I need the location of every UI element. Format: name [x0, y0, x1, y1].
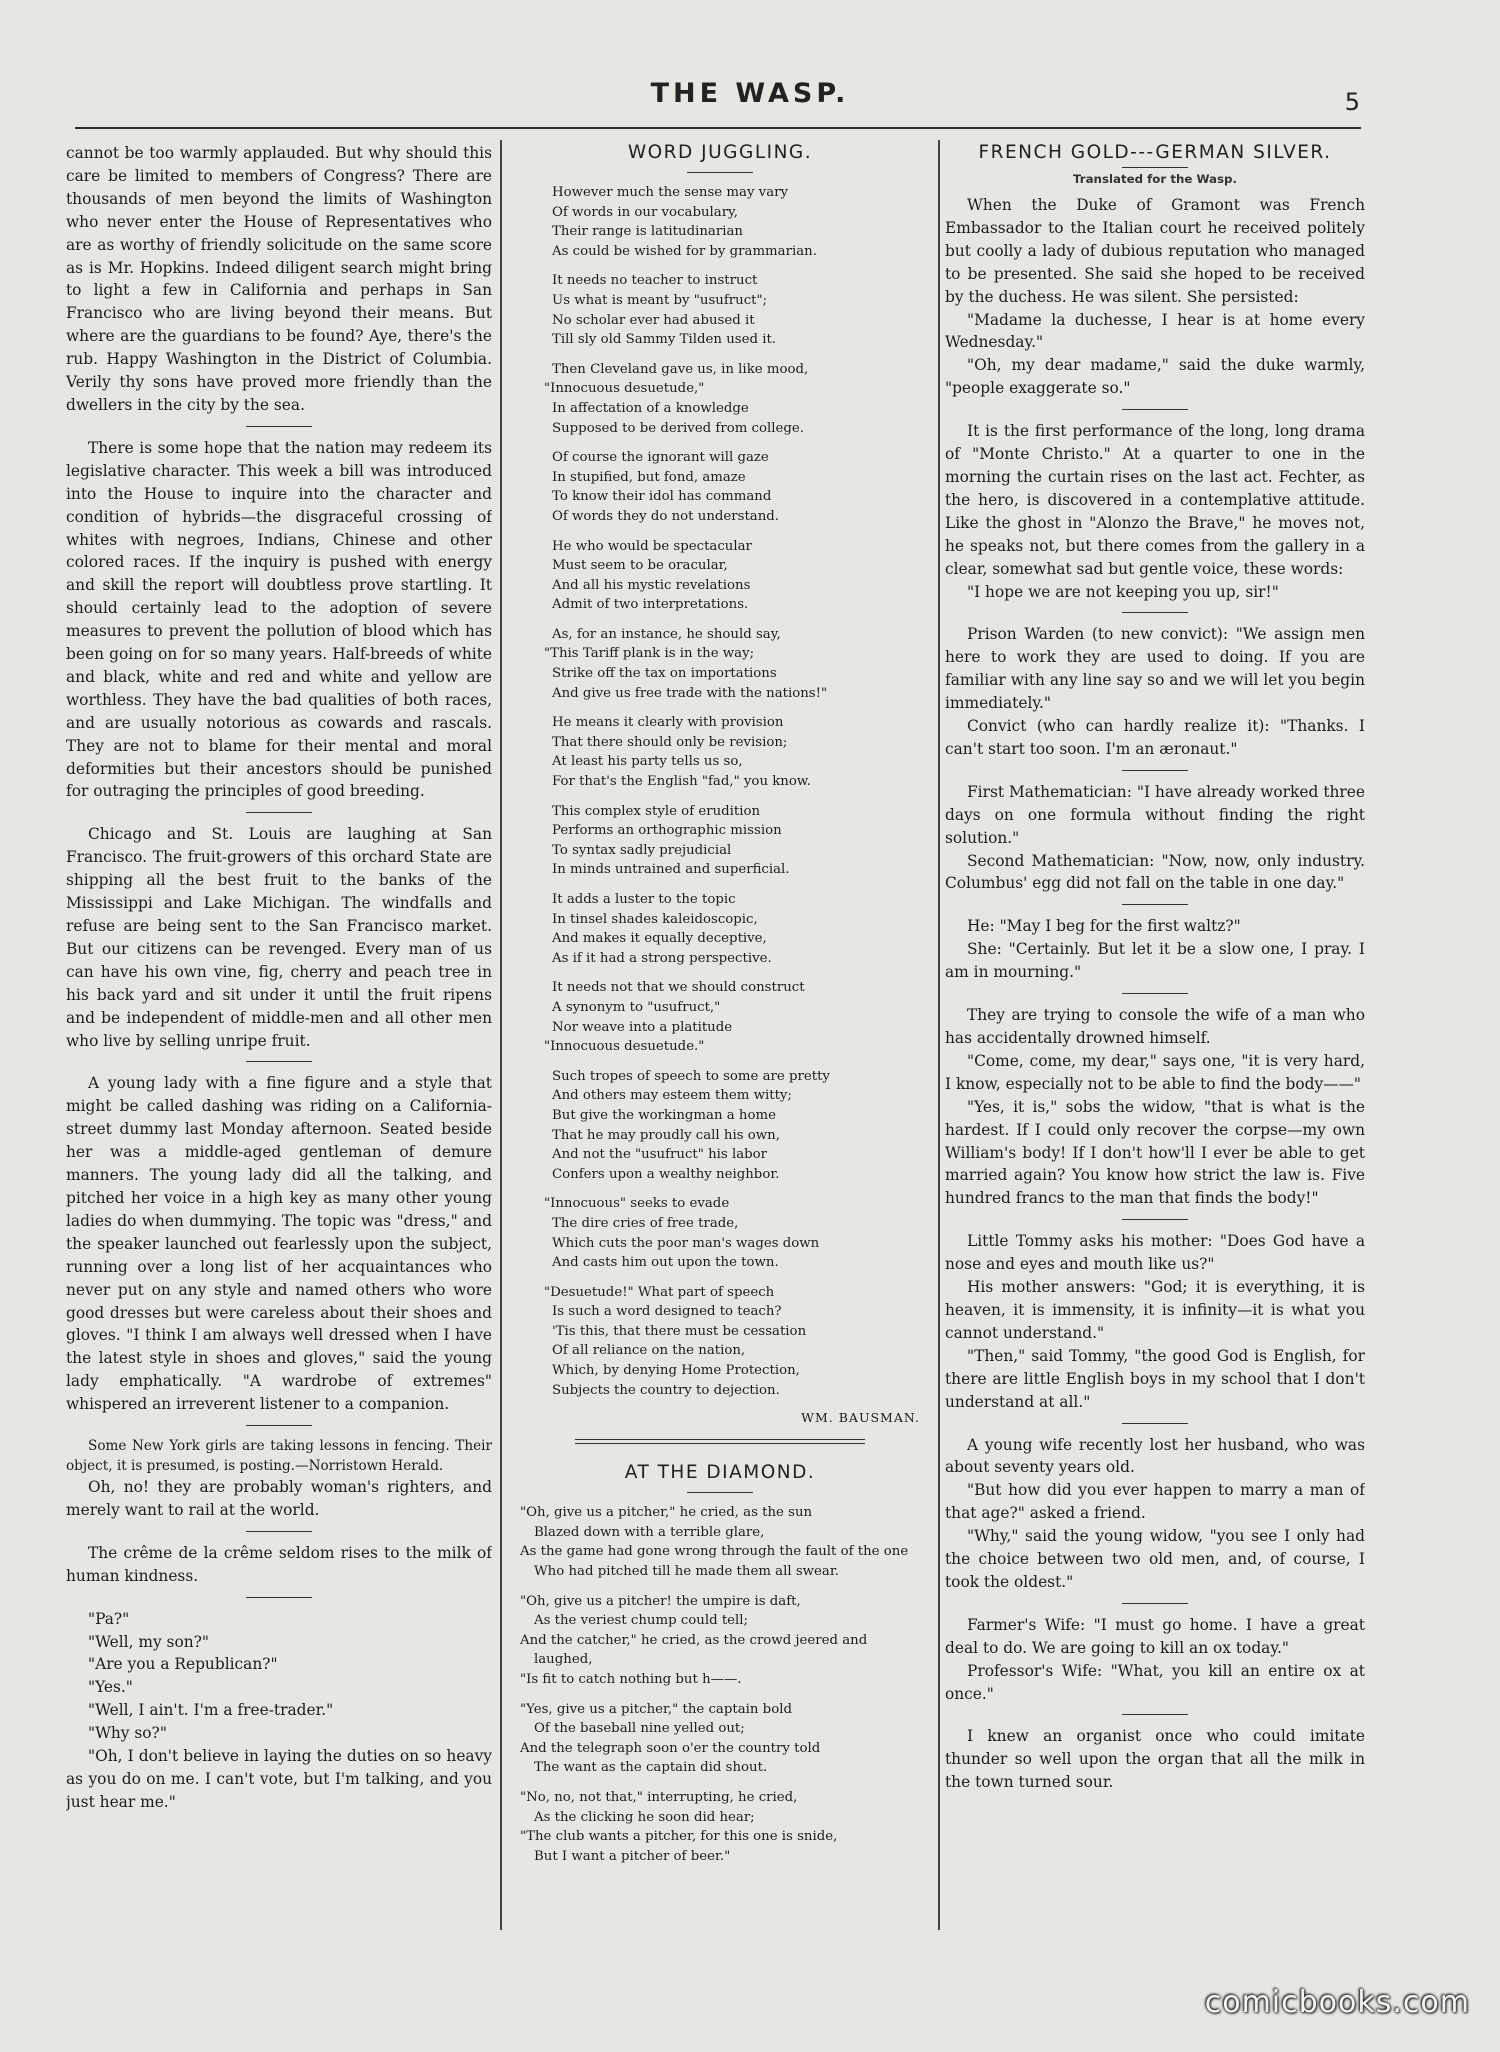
double-rule — [575, 1439, 865, 1444]
anecdote-paragraph: "Why," said the young widow, "you see I only had the choice between two old men, and, of course, I took the oldest." — [945, 1527, 1365, 1591]
poem-line: To know their idol has command — [552, 489, 772, 505]
anecdote-paragraph: "I hope we are not keeping you up, sir!" — [967, 582, 1279, 601]
header-rule — [75, 127, 1361, 129]
section-rule — [1122, 612, 1188, 613]
poem-line: "Innocuous desuetude." — [544, 1039, 705, 1055]
poem-line: Admit of two interpretations. — [552, 597, 749, 613]
poem-line: "No, no, not that," interrupting, he cried, — [520, 1789, 798, 1805]
anecdote-paragraph: "Then," said Tommy, "the good God is English, for there are little English boys in my school that I don't understand at all." — [945, 1346, 1365, 1411]
column-right — [945, 142, 1365, 1922]
poem-line: Strike off the tax on importations — [552, 666, 777, 682]
poem-line: The want as the captain did shout. — [534, 1760, 768, 1776]
anecdote-paragraph: Little Tommy asks his mother: "Does God have a nose and eyes and mouth like us?" — [945, 1232, 1365, 1274]
poem-line: It needs no teacher to instruct — [552, 273, 758, 289]
poem-line: "Desuetude!" What part of speech — [544, 1284, 775, 1300]
poem-line: "Innocuous desuetude," — [544, 381, 705, 397]
title-rule — [687, 172, 753, 173]
poem-line: Such tropes of speech to some are pretty — [552, 1068, 830, 1084]
poem-line: Till sly old Sammy Tilden used it. — [552, 332, 777, 348]
section-rule — [1122, 1603, 1188, 1604]
poem-stanza — [552, 271, 930, 349]
dialogue-line: "Pa?" — [88, 1609, 130, 1628]
poem-line: "Oh, give us a pitcher," he cried, as the sun — [520, 1505, 813, 1521]
poem-line: And makes it equally deceptive, — [552, 931, 767, 947]
poem-line: Then Cleveland gave us, in like mood, — [552, 361, 809, 377]
poem-line: Us what is meant by "usufruct"; — [552, 292, 768, 308]
poem-line: And others may esteem them witty; — [552, 1088, 792, 1104]
poem-line: And not the "usufruct" his labor — [552, 1147, 768, 1163]
section-rule — [246, 812, 312, 813]
poem-stanza — [552, 183, 930, 261]
poem-line: Subjects the country to dejection. — [552, 1382, 780, 1398]
section-rule — [246, 1531, 312, 1532]
poem-line: In minds untrained and superficial. — [552, 862, 790, 878]
anecdote-paragraph: "Yes, it is," sobs the widow, "that is what is the hardest. If I could only recover the corpse—my own William's body! If I don't how'll I ever be able to get married again? You know how strict the law is. Five hundred francs to the man that finds the body!" — [945, 1097, 1365, 1208]
column-divider-right — [938, 140, 940, 1930]
poem-at-the-diamond — [510, 1503, 930, 1866]
dialogue-line: "Why so?" — [88, 1724, 167, 1743]
poem-line: To syntax sadly prejudicial — [552, 842, 732, 858]
poem-line: As the veriest chump could tell; — [534, 1613, 749, 1629]
poem-line: "Oh, give us a pitcher! the umpire is daft, — [520, 1593, 801, 1609]
anecdote-paragraph: She: "Certainly. But let it be a slow one, I pray. I am in mourning." — [945, 940, 1365, 982]
poem-stanza — [544, 360, 930, 438]
anecdote-paragraph: "Oh, my dear madame," said the duke warmly, "people exaggerate so." — [945, 356, 1365, 398]
poem-line: No scholar ever had abused it — [552, 312, 755, 328]
article-paragraph: cannot be too warmly applauded. But why should this care be limited to members of Congress? There are thousands of men beyond the limits of Washington who never enter the House of Representatives who are as worthy of friendly solicitude on the same score as is Mr. Hopkins. Indeed diligent search might bring to light a few in California and perhaps in San Francisco who are living beyond their means. But where are the guardians to be found? Aye, there's the rub. Happy Washington in the District of Columbia. Verily thy sons have proved more friendly than the dwellers in the city by the sea. — [66, 144, 492, 414]
poem-line: In stupified, but fond, amaze — [552, 469, 746, 485]
article-title: FRENCH GOLD---GERMAN SILVER. — [978, 142, 1332, 163]
dialogue-line: "Well, I ain't. I'm a free-trader." — [88, 1701, 334, 1720]
poem-line: As the clicking he soon did hear; — [534, 1809, 755, 1825]
poem-line: As if it had a strong perspective. — [552, 950, 772, 966]
poem-line: Which, by denying Home Protection, — [552, 1363, 800, 1379]
poem-line: In affectation of a knowledge — [552, 400, 749, 416]
poem-line: And give us free trade with the nations!" — [552, 685, 828, 701]
poem-line: Of course the ignorant will gaze — [552, 450, 769, 466]
poem-stanza — [520, 1788, 930, 1866]
poem-word-juggling — [510, 183, 930, 1400]
poem-line: A synonym to "usufruct," — [552, 999, 721, 1015]
poem-line: And the telegraph soon o'er the country told — [520, 1740, 821, 1756]
anecdote-paragraph: Farmer's Wife: "I must go home. I have a great deal to do. We are going to kill an ox today." — [945, 1615, 1365, 1657]
section-rule — [1122, 409, 1188, 410]
poem-line: "This Tariff plank is in the way; — [544, 646, 755, 662]
dialogue-line: "Yes." — [88, 1678, 133, 1697]
poem-line: For that's the English "fad," you know. — [552, 774, 811, 790]
article-paragraph: Oh, no! they are probably woman's righters, and merely want to rail at the world. — [66, 1478, 492, 1519]
anecdote-paragraph: When the Duke of Gramont was French Embassador to the Italian court he received politely but coolly a lady of dubious reputation who managed to be presented. She said she hoped to be received by the duchess. He was silent. She persisted: — [945, 196, 1365, 306]
poem-stanza — [552, 448, 930, 526]
poem-line: But I want a pitcher of beer." — [534, 1848, 731, 1864]
poem-line: "Innocuous" seeks to evade — [544, 1196, 730, 1212]
poem-line: At least his party tells us so, — [552, 754, 743, 770]
article-paragraph: There is some hope that the nation may redeem its legislative character. This week a bill was introduced into the House to inquire into the character and condition of hybrids—the disgraceful crossing of whites with negroes, Indians, Chinese and other colored races. If the inquiry is pushed with energy and skill the report will doubtless prove startling. It should certainly lead to the adoption of severe measures to prevent the pollution of blood which has been going on for so many years. Half-breeds of white and black, white and red and white and yellow are worthless. They have the bad qualities of both races, and are usually notorious as cowards and rascals. They are not to blame for their mental and moral deformities but their ancestors should be punished for outraging the principles of good breeding. — [66, 438, 492, 801]
poem-stanza — [544, 1283, 930, 1401]
poem-line: Blazed down with a terrible glare, — [534, 1524, 765, 1540]
poem-line: Who had pitched till he made them all swear. — [534, 1564, 839, 1580]
article-paragraph: The crême de la crême seldom rises to the milk of human kindness. — [66, 1543, 492, 1585]
poem-stanza — [552, 713, 930, 791]
poem-line: And casts him out upon the town. — [552, 1255, 779, 1271]
poem-stanza — [552, 537, 930, 615]
poem-line: And all his mystic revelations — [552, 577, 751, 593]
poem-line: Of the baseball nine yelled out; — [534, 1721, 745, 1737]
anecdote-paragraph: I knew an organist once who could imitate thunder so well upon the organ that all the milk in the town turned sour. — [945, 1727, 1365, 1792]
poem-stanza — [552, 1067, 930, 1185]
poem-line: This complex style of erudition — [552, 803, 761, 819]
poem-line: "The club wants a pitcher, for this one is snide, — [520, 1829, 838, 1845]
poem-line: He who would be spectacular — [552, 538, 752, 554]
poem-line: As could be wished for by grammarian. — [552, 243, 817, 259]
anecdote-paragraph: He: "May I beg for the first waltz?" — [967, 917, 1241, 936]
poem-line: 'Tis this, that there must be cessation — [552, 1323, 807, 1339]
poem-line: Which cuts the poor man's wages down — [552, 1235, 820, 1251]
article-paragraph: Chicago and St. Louis are laughing at San Francisco. The fruit-growers of this orchard State are shipping all the best fruit to the banks of the Mississippi and Lake Michigan. The windfalls and refuse are being sent to the San Francisco market. But our citizens can be revenged. Every man of us can have his own vine, fig, cherry and peach tree in his back yard and sit under it until the fruit ripens and be independent of middle-men and all other men who live by selling unripe fruit. — [66, 825, 492, 1050]
dialogue-line: "Are you a Republican?" — [88, 1655, 278, 1674]
dialogue-line: "Well, my son?" — [88, 1632, 209, 1651]
poem-signature: WM. BAUSMAN. — [801, 1410, 920, 1426]
anecdote-paragraph: "Madame la duchesse, I hear is at home every Wednesday." — [945, 310, 1365, 352]
poem-line: That he may proudly call his own, — [552, 1127, 780, 1143]
anecdote-paragraph: Professor's Wife: "What, you kill an entire ox at once." — [945, 1661, 1365, 1703]
dialogue-line: "Oh, I don't believe in laying the duties on so heavy as you do on me. I can't vote, but I'm talking, and you just hear me." — [66, 1747, 492, 1811]
section-rule — [246, 426, 312, 427]
column-divider-left — [500, 140, 502, 1930]
page-number: 5 — [1344, 88, 1360, 116]
section-rule — [246, 1597, 312, 1598]
anecdote-paragraph: First Mathematician: "I have already worked three days on one formula without finding the right solution." — [945, 782, 1365, 847]
poem-line: But give the workingman a home — [552, 1107, 776, 1123]
poem-line: As, for an instance, he should say, — [552, 626, 781, 642]
article-subtitle: Translated for the Wasp. — [1073, 172, 1237, 186]
section-rule — [1122, 1423, 1188, 1424]
section-rule — [246, 1425, 312, 1426]
anecdote-list — [945, 194, 1365, 1794]
poem-line: laughed, — [534, 1652, 593, 1668]
poem-stanza — [544, 1194, 930, 1272]
anecdote-paragraph: His mother answers: "God; it is everything, it is heaven, it is immensity, it is infinity—it is what you cannot understand." — [945, 1278, 1365, 1342]
anecdote-paragraph: It is the first performance of the long, long drama of "Monte Christo." At a quarter to one in the morning the curtain rises on the last act. Fechter, as the hero, is discovered in a contemplative attitude. Like the ghost in "Alonzo the Brave," he moves not, he speaks not, but there comes from the gallery in a clear, somewhat sad but gentle voice, these words: — [945, 422, 1365, 578]
title-rule — [687, 1492, 753, 1493]
poem-stanza — [544, 978, 930, 1056]
poem-line: Of all reliance on the nation, — [552, 1343, 746, 1359]
section-rule — [1122, 1714, 1188, 1715]
column-left — [66, 142, 492, 1922]
poem-stanza — [520, 1503, 930, 1581]
poem-line: In tinsel shades kaleidoscopic, — [552, 911, 758, 927]
poem-line: "Is fit to catch nothing but h——. — [520, 1672, 742, 1687]
poem-line: Of words in our vocabulary, — [552, 204, 739, 220]
poem-line: And the catcher," he cried, as the crowd jeered and — [520, 1632, 868, 1648]
poem-stanza — [552, 802, 930, 880]
section-rule — [1122, 993, 1188, 994]
section-rule — [1122, 770, 1188, 771]
poem-line: Performs an orthographic mission — [552, 823, 782, 839]
anecdote-paragraph: "But how did you ever happen to marry a man of that age?" asked a friend. — [945, 1481, 1365, 1523]
anecdote-paragraph: Second Mathematician: "Now, now, only industry. Columbus' egg did not fall on the table in one day." — [945, 851, 1365, 893]
poem-line: Is such a word designed to teach? — [552, 1304, 782, 1320]
poem-line: Of words they do not understand. — [552, 508, 780, 524]
poem-title: WORD JUGGLING. — [627, 142, 813, 163]
anecdote-paragraph: "Come, come, my dear," says one, "it is very hard, I know, especially not to be able to find the body——" — [945, 1051, 1365, 1093]
poem-line: "Yes, give us a pitcher," the captain bold — [520, 1701, 792, 1717]
poem-line: It needs not that we should construct — [552, 980, 805, 996]
poem-line: Supposed to be derived from college. — [552, 420, 804, 436]
poem-title: AT THE DIAMOND. — [624, 1462, 816, 1484]
poem-line: Confers upon a wealthy neighbor. — [552, 1166, 780, 1182]
poem-line: However much the sense may vary — [552, 185, 788, 200]
poem-line: Their range is latitudinarian — [552, 224, 743, 240]
poem-line: As the game had gone wrong through the fault of the one — [520, 1544, 909, 1560]
poem-line: That there should only be revision; — [552, 734, 788, 750]
poem-line: The dire cries of free trade, — [552, 1215, 739, 1231]
section-rule — [1122, 904, 1188, 905]
poem-line: He means it clearly with provision — [552, 715, 784, 731]
poem-line: Nor weave into a platitude — [552, 1019, 733, 1035]
column-middle — [510, 142, 930, 1922]
title-rule — [1122, 167, 1188, 168]
anecdote-paragraph: A young wife recently lost her husband, who was about seventy years old. — [945, 1435, 1365, 1477]
masthead-title: THE WASP. — [650, 78, 850, 109]
section-rule — [246, 1061, 312, 1062]
poem-stanza — [520, 1700, 930, 1778]
poem-line: Must seem to be oracular, — [552, 558, 728, 574]
poem-stanza — [552, 890, 930, 968]
watermark-text: comicbooks.com — [1204, 1985, 1470, 2020]
poem-line: It adds a luster to the topic — [552, 892, 736, 907]
poem-stanza — [544, 625, 930, 703]
anecdote-paragraph: They are trying to console the wife of a man who has accidentally drowned himself. — [945, 1006, 1365, 1047]
quoted-item: Some New York girls are taking lessons in fencing. Their object, it is presumed, is posting.—Norristown Herald. — [66, 1438, 492, 1475]
poem-stanza — [520, 1592, 930, 1690]
section-rule — [1122, 1219, 1188, 1220]
anecdote-paragraph: Prison Warden (to new convict): "We assign men here to work they are used to doing. If you are familiar with any line say so and we will let you begin immediately." — [945, 625, 1365, 713]
anecdote-paragraph: Convict (who can hardly realize it): "Thanks. I can't start too soon. I'm an æronaut." — [945, 717, 1365, 758]
article-paragraph: A young lady with a fine figure and a style that might be called dashing was riding on a California-street dummy last Monday afternoon. Seated beside her was a middle-aged gentleman of demure manners. The young lady did all the talking, and pitched her voice in a high key as many other young ladies do when dummying. The topic was "dress," and the speaker launched out fearlessly upon the subject, running over a long list of her acquaintances who never put on any style and named others who wore good dresses but were careless about their shoes and gloves. "I think I am always well dressed when I have the latest style in shoes and gloves," said the young lady emphatically. "A wardrobe of extremes" whispered an irreverent listener to a companion. — [66, 1074, 492, 1414]
